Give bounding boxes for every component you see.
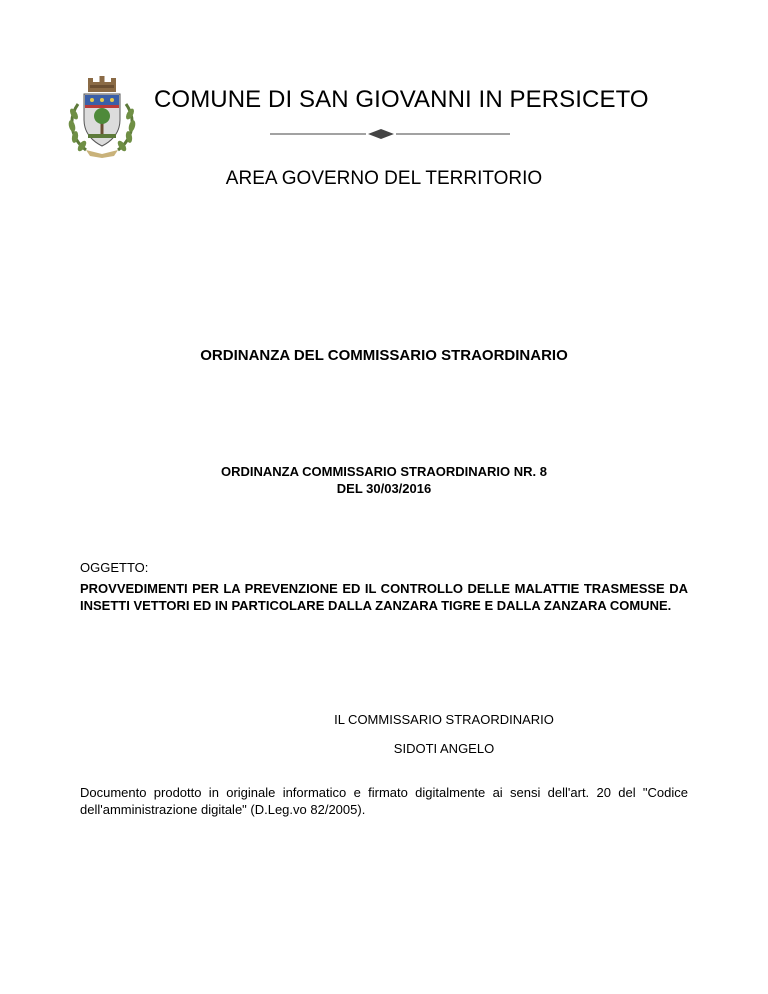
- subject-text: PROVVEDIMENTI PER LA PREVENZIONE ED IL CONTROLLO DELLE MALATTIE TRASMESSE DA INSETTI VETTORI ED IN PARTICOLARE DALLA ZANZARA TIGRE E DALLA ZANZARA COMUNE.: [80, 581, 688, 613]
- municipality-name: COMUNE DI SAN GIOVANNI IN PERSICETO: [154, 86, 649, 113]
- ordinance-number: [0, 463, 768, 497]
- digital-signature-note: Documento prodotto in originale informatico e firmato digitalmente ai sensi dell'art. 20 del "Codice dell'amministrazione digitale" (D.Leg.vo 82/2005).: [80, 785, 688, 817]
- ordinance-number-line: ORDINANZA COMMISSARIO STRAORDINARIO NR. 8: [221, 464, 547, 479]
- header-divider: [270, 127, 510, 141]
- signatory-role: IL COMMISSARIO STRAORDINARIO: [334, 712, 554, 727]
- ordinance-date-line: DEL 30/03/2016: [336, 481, 432, 496]
- signatory-name: SIDOTI ANGELO: [393, 741, 495, 756]
- municipal-crest-icon: [64, 74, 140, 160]
- subject-label: OGGETTO:: [80, 560, 149, 575]
- department-name: AREA GOVERNO DEL TERRITORIO: [225, 168, 543, 189]
- document-title: ORDINANZA DEL COMMISSARIO STRAORDINARIO: [200, 347, 568, 364]
